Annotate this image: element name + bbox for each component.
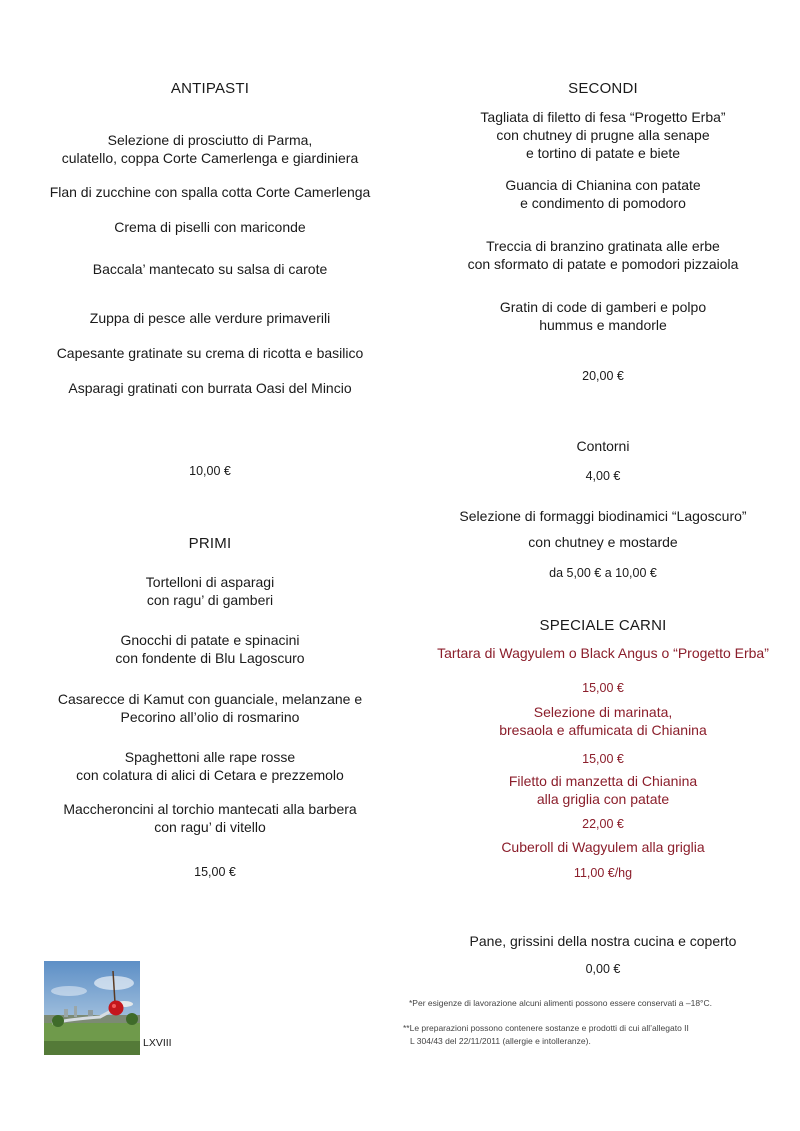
secondi-heading: SECONDI bbox=[568, 80, 638, 97]
primi-item: Maccheroncini al torchio mantecati alla barbera con ragu’ di vitello bbox=[63, 801, 357, 835]
allergen-note-ref: L 304/43 del 22/11/2011 (allergie e intolleranze). bbox=[410, 1036, 591, 1046]
primi-item: Gnocchi di patate e spinacini con fondente di Blu Lagoscuro bbox=[115, 632, 305, 666]
primi-item: Casarecce di Kamut con guanciale, melanzane e Pecorino all’olio di rosmarino bbox=[57, 691, 363, 725]
storage-note: *Per esigenze di lavorazione alcuni alimenti possono essere conservati a –18°C. bbox=[409, 998, 712, 1008]
catalog-code: LXVIII bbox=[143, 1037, 172, 1049]
carni-item: Cuberoll di Wagyulem alla griglia bbox=[501, 839, 705, 855]
antipasti-item: Flan di zucchine con spalla cotta Corte Camerlenga bbox=[49, 184, 371, 200]
primi-item: Tortelloni di asparagi con ragu’ di gamberi bbox=[145, 574, 275, 608]
primi-item: Spaghettoni alle rape rosse con colatura di alici di Cetara e prezzemolo bbox=[76, 749, 344, 783]
antipasti-item: Crema di piselli con mariconde bbox=[114, 219, 306, 235]
antipasti-price: 10,00 € bbox=[189, 464, 231, 478]
carni-price: 15,00 € bbox=[582, 752, 624, 766]
spoon-cherry-image bbox=[44, 961, 140, 1055]
antipasti-item: Asparagi gratinati con burrata Oasi del Mincio bbox=[68, 380, 352, 396]
secondi-item: Guancia di Chianina con patate e condimento di pomodoro bbox=[505, 177, 701, 211]
formaggi-line: con chutney e mostarde bbox=[528, 534, 678, 550]
secondi-price: 20,00 € bbox=[582, 369, 624, 383]
contorni-price: 4,00 € bbox=[585, 469, 621, 483]
antipasti-heading: ANTIPASTI bbox=[170, 80, 250, 97]
carni-item: Filetto di manzetta di Chianina alla griglia con patate bbox=[508, 773, 698, 807]
secondi-item: Treccia di branzino gratinata alle erbe con sformato di patate e pomodori pizzaiola bbox=[467, 238, 739, 272]
carni-price: 15,00 € bbox=[582, 681, 624, 695]
formaggi-price: da 5,00 € a 10,00 € bbox=[549, 566, 657, 580]
antipasti-item: Capesante gratinate su crema di ricotta e basilico bbox=[56, 345, 364, 361]
carni-price: 22,00 € bbox=[582, 817, 624, 831]
primi-price: 15,00 € bbox=[194, 865, 236, 879]
primi-heading: PRIMI bbox=[188, 535, 232, 552]
coperto-label: Pane, grissini della nostra cucina e coperto bbox=[469, 933, 737, 949]
coperto-price: 0,00 € bbox=[585, 962, 621, 976]
contorni-label: Contorni bbox=[576, 438, 630, 454]
antipasti-item: Baccala’ mantecato su salsa di carote bbox=[92, 261, 328, 277]
antipasti-item: Zuppa di pesce alle verdure primaverili bbox=[89, 310, 331, 326]
carni-item: Selezione di marinata, bresaola e affumicata di Chianina bbox=[499, 704, 707, 738]
antipasti-item: Selezione di prosciutto di Parma, culatello, coppa Corte Camerlenga e giardiniera bbox=[61, 132, 359, 166]
allergen-note: **Le preparazioni possono contenere sostanze e prodotti di cui all’allegato II bbox=[403, 1023, 689, 1033]
formaggi-line: Selezione di formaggi biodinamici “Lagoscuro” bbox=[459, 508, 747, 524]
secondi-item: Tagliata di filetto di fesa “Progetto Erba” con chutney di prugne alla senape e tortino di patate e biete bbox=[480, 109, 726, 161]
speciale-carni-heading: SPECIALE CARNI bbox=[539, 617, 667, 634]
secondi-item: Gratin di code di gamberi e polpo hummus e mandorle bbox=[499, 299, 707, 333]
carni-item: Tartara di Wagyulem o Black Angus o “Progetto Erba” bbox=[437, 645, 769, 661]
carni-price: 11,00 €/hg bbox=[573, 866, 633, 880]
